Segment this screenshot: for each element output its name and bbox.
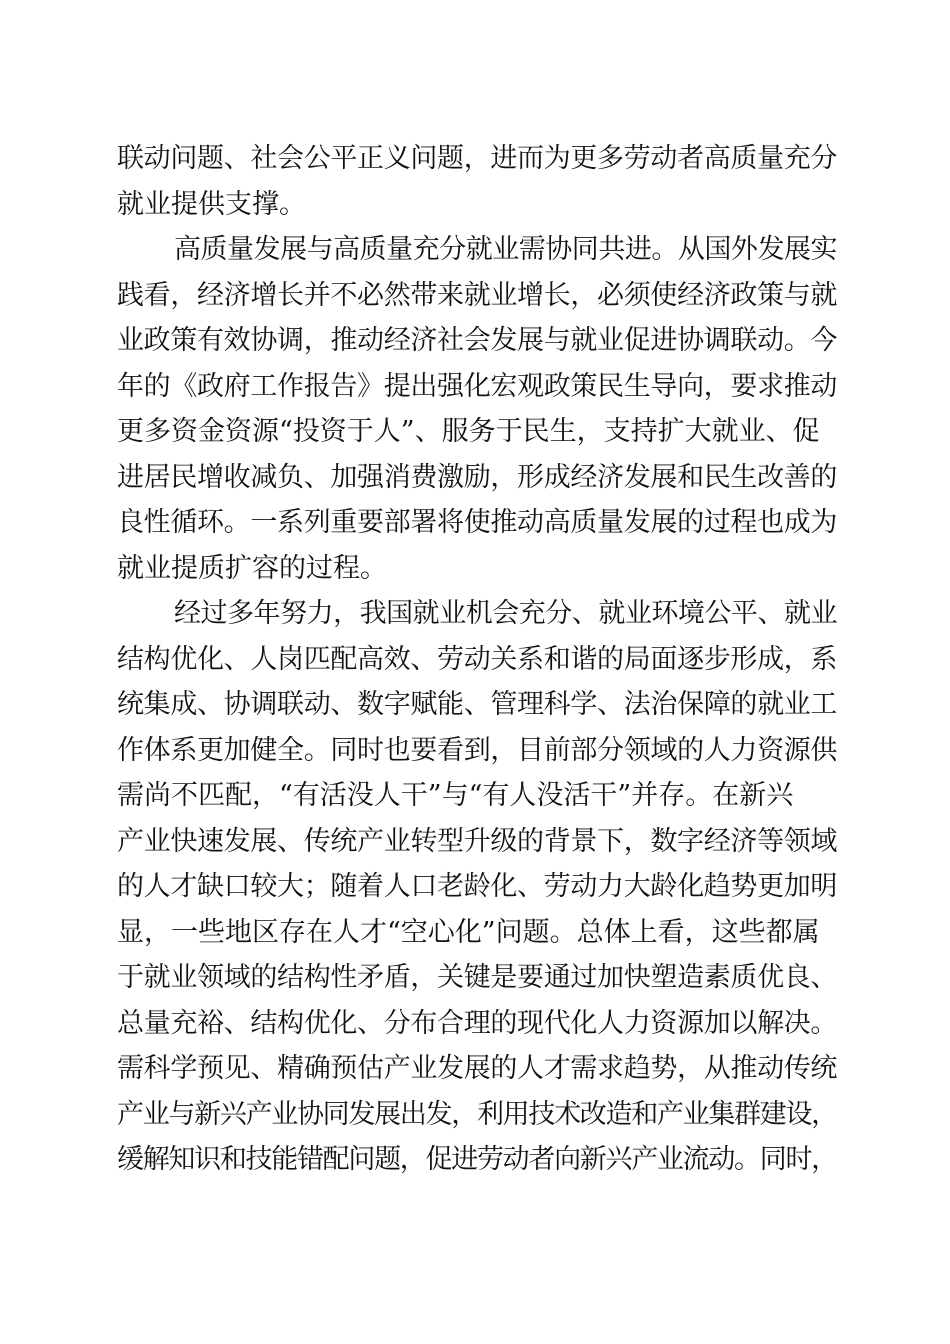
text-line: 需科学预见、精确预估产业发展的人才需求趋势，从推动传统 bbox=[117, 1053, 838, 1084]
text-line: 经过多年努力，我国就业机会充分、就业环境公平、就业 bbox=[174, 598, 837, 629]
text-line: 就业提质扩容的过程。 bbox=[117, 552, 387, 584]
text-line: 缓解知识和技能错配问题，促进劳动者向新兴产业流动。同时， bbox=[117, 1144, 837, 1175]
text-line: 需尚不匹配，“有活没人干”与“有人没活干”并存。在新兴 bbox=[117, 780, 794, 811]
paragraph-3 bbox=[117, 591, 837, 1183]
body-text bbox=[117, 136, 837, 1183]
text-line: 就业提供支撑。 bbox=[117, 188, 306, 220]
text-line: 的人才缺口较大；随着人口老龄化、劳动力大龄化趋势更加明 bbox=[117, 871, 838, 902]
text-line: 结构优化、人岗匹配高效、劳动关系和谐的局面逐步形成，系 bbox=[117, 643, 838, 675]
paragraph-2 bbox=[117, 227, 837, 591]
text-line: 产业与新兴产业协同发展出发，利用技术改造和产业集群建设， bbox=[117, 1098, 837, 1130]
text-line: 高质量发展与高质量充分就业需协同共进。从国外发展实 bbox=[174, 234, 837, 265]
paragraph-1 bbox=[117, 136, 837, 227]
text-line: 产业快速发展、传统产业转型升级的背景下，数字经济等领域 bbox=[117, 825, 838, 857]
text-line: 于就业领域的结构性矛盾，关键是要通过加快塑造素质优良、 bbox=[117, 962, 838, 993]
text-line: 践看，经济增长并不必然带来就业增长，必须使经济政策与就 bbox=[117, 279, 838, 311]
text-line: 年的《政府工作报告》提出强化宏观政策民生导向，要求推动 bbox=[117, 370, 838, 402]
text-line: 联动问题、社会公平正义问题，进而为更多劳动者高质量充分 bbox=[117, 143, 838, 174]
text-line: 总量充裕、结构优化、分布合理的现代化人力资源加以解决。 bbox=[117, 1007, 838, 1039]
text-line: 良性循环。一系列重要部署将使推动高质量发展的过程也成为 bbox=[117, 507, 838, 538]
text-line: 作体系更加健全。同时也要看到，目前部分领域的人力资源供 bbox=[117, 734, 838, 766]
text-line: 统集成、协调联动、数字赋能、管理科学、法治保障的就业工 bbox=[117, 689, 838, 720]
text-line: 业政策有效协调，推动经济社会发展与就业促进协调联动。今 bbox=[117, 325, 838, 356]
text-line: 显，一些地区存在人才“空心化”问题。总体上看，这些都属 bbox=[117, 916, 820, 948]
text-line: 进居民增收减负、加强消费激励，形成经济发展和民生改善的 bbox=[117, 461, 838, 493]
text-line: 更多资金资源“投资于人”、服务于民生，支持扩大就业、促 bbox=[117, 416, 820, 447]
